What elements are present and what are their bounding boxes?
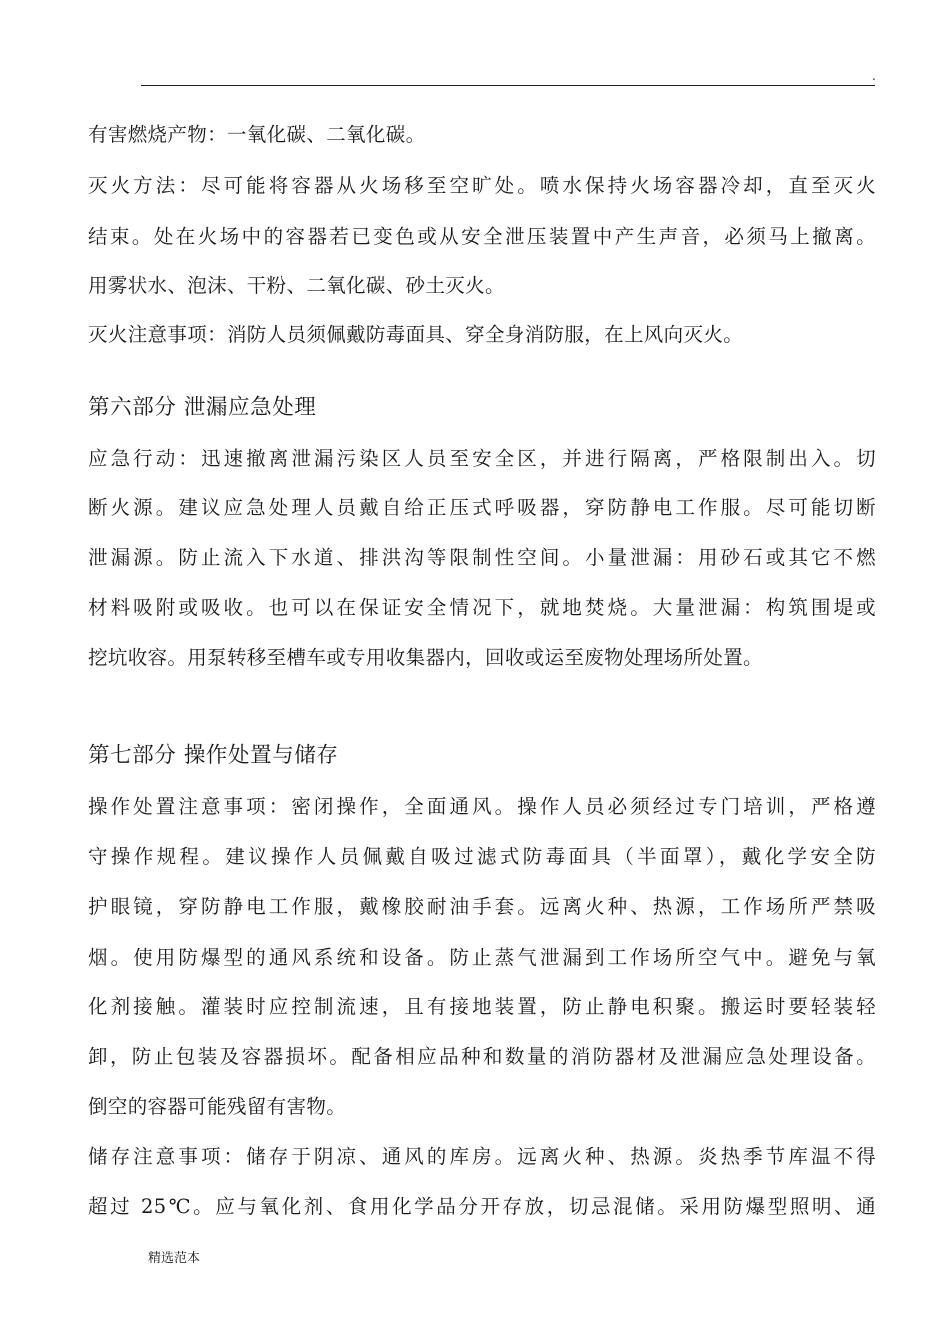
section7-heading: 第七部分 操作处置与储存	[88, 743, 339, 768]
fire-products-line: 有害燃烧产物：一氧化碳、二氧化碳。	[88, 123, 426, 146]
section7-handling-line: 化剂接触。灌装时应控制流速，且有接地装置，防止静电积聚。搬运时要轻装轻	[88, 995, 876, 1018]
section7-storage-line: 储存注意事项：储存于阴凉、通风的库房。远离火种、热源。炎热季节库温不得	[88, 1145, 876, 1168]
fire-method-line: 结束。处在火场中的容器若已变色或从安全泄压装置中产生声音，必须马上撤离。	[88, 225, 876, 248]
section7-handling-line: 倒空的容器可能残留有害物。	[88, 1095, 347, 1118]
section6-line: 断火源。建议应急处理人员戴自给正压式呼吸器，穿防静电工作服。尽可能切断	[88, 496, 876, 519]
fire-method-line: 灭火方法：尽可能将容器从火场移至空旷处。喷水保持火场容器冷却，直至灭火	[88, 174, 876, 197]
section6-line: 挖坑收容。用泵转移至槽车或专用收集器内，回收或运至废物处理场所处置。	[88, 646, 763, 669]
section7-handling-line: 烟。使用防爆型的通风系统和设备。防止蒸气泄漏到工作场所空气中。避免与氧	[88, 946, 876, 969]
header-mark: .	[872, 69, 876, 83]
section6-line: 材料吸附或吸收。也可以在保证安全情况下，就地焚烧。大量泄漏：构筑围堤或	[88, 596, 876, 619]
section7-handling-line: 守操作规程。建议操作人员佩戴自吸过滤式防毒面具（半面罩），戴化学安全防	[88, 845, 876, 868]
section7-handling-line: 卸，防止包装及容器损坏。配备相应品种和数量的消防器材及泄漏应急处理设备。	[88, 1045, 876, 1068]
section6-heading: 第六部分 泄漏应急处理	[88, 395, 317, 420]
fire-notes-line: 灭火注意事项：消防人员须佩戴防毒面具、穿全身消防服，在上风向灭火。	[88, 323, 744, 346]
section7-storage-line: 超过 25℃。应与氧化剂、食用化学品分开存放，切忌混储。采用防爆型照明、通	[88, 1195, 876, 1218]
fire-method-line: 用雾状水、泡沫、干粉、二氧化碳、砂土灭火。	[88, 274, 505, 297]
header-rule	[141, 85, 875, 86]
section7-handling-line: 操作处置注意事项：密闭操作，全面通风。操作人员必须经过专门培训，严格遵	[88, 795, 876, 818]
section7-handling-line: 护眼镜，穿防静电工作服，戴橡胶耐油手套。远离火种、热源，工作场所严禁吸	[88, 895, 876, 918]
section6-line: 应急行动：迅速撤离泄漏污染区人员至安全区，并进行隔离，严格限制出入。切	[88, 447, 876, 470]
footer-text: 精选范本	[148, 1251, 201, 1266]
section6-line: 泄漏源。防止流入下水道、排洪沟等限制性空间。小量泄漏：用砂石或其它不燃	[88, 546, 876, 569]
